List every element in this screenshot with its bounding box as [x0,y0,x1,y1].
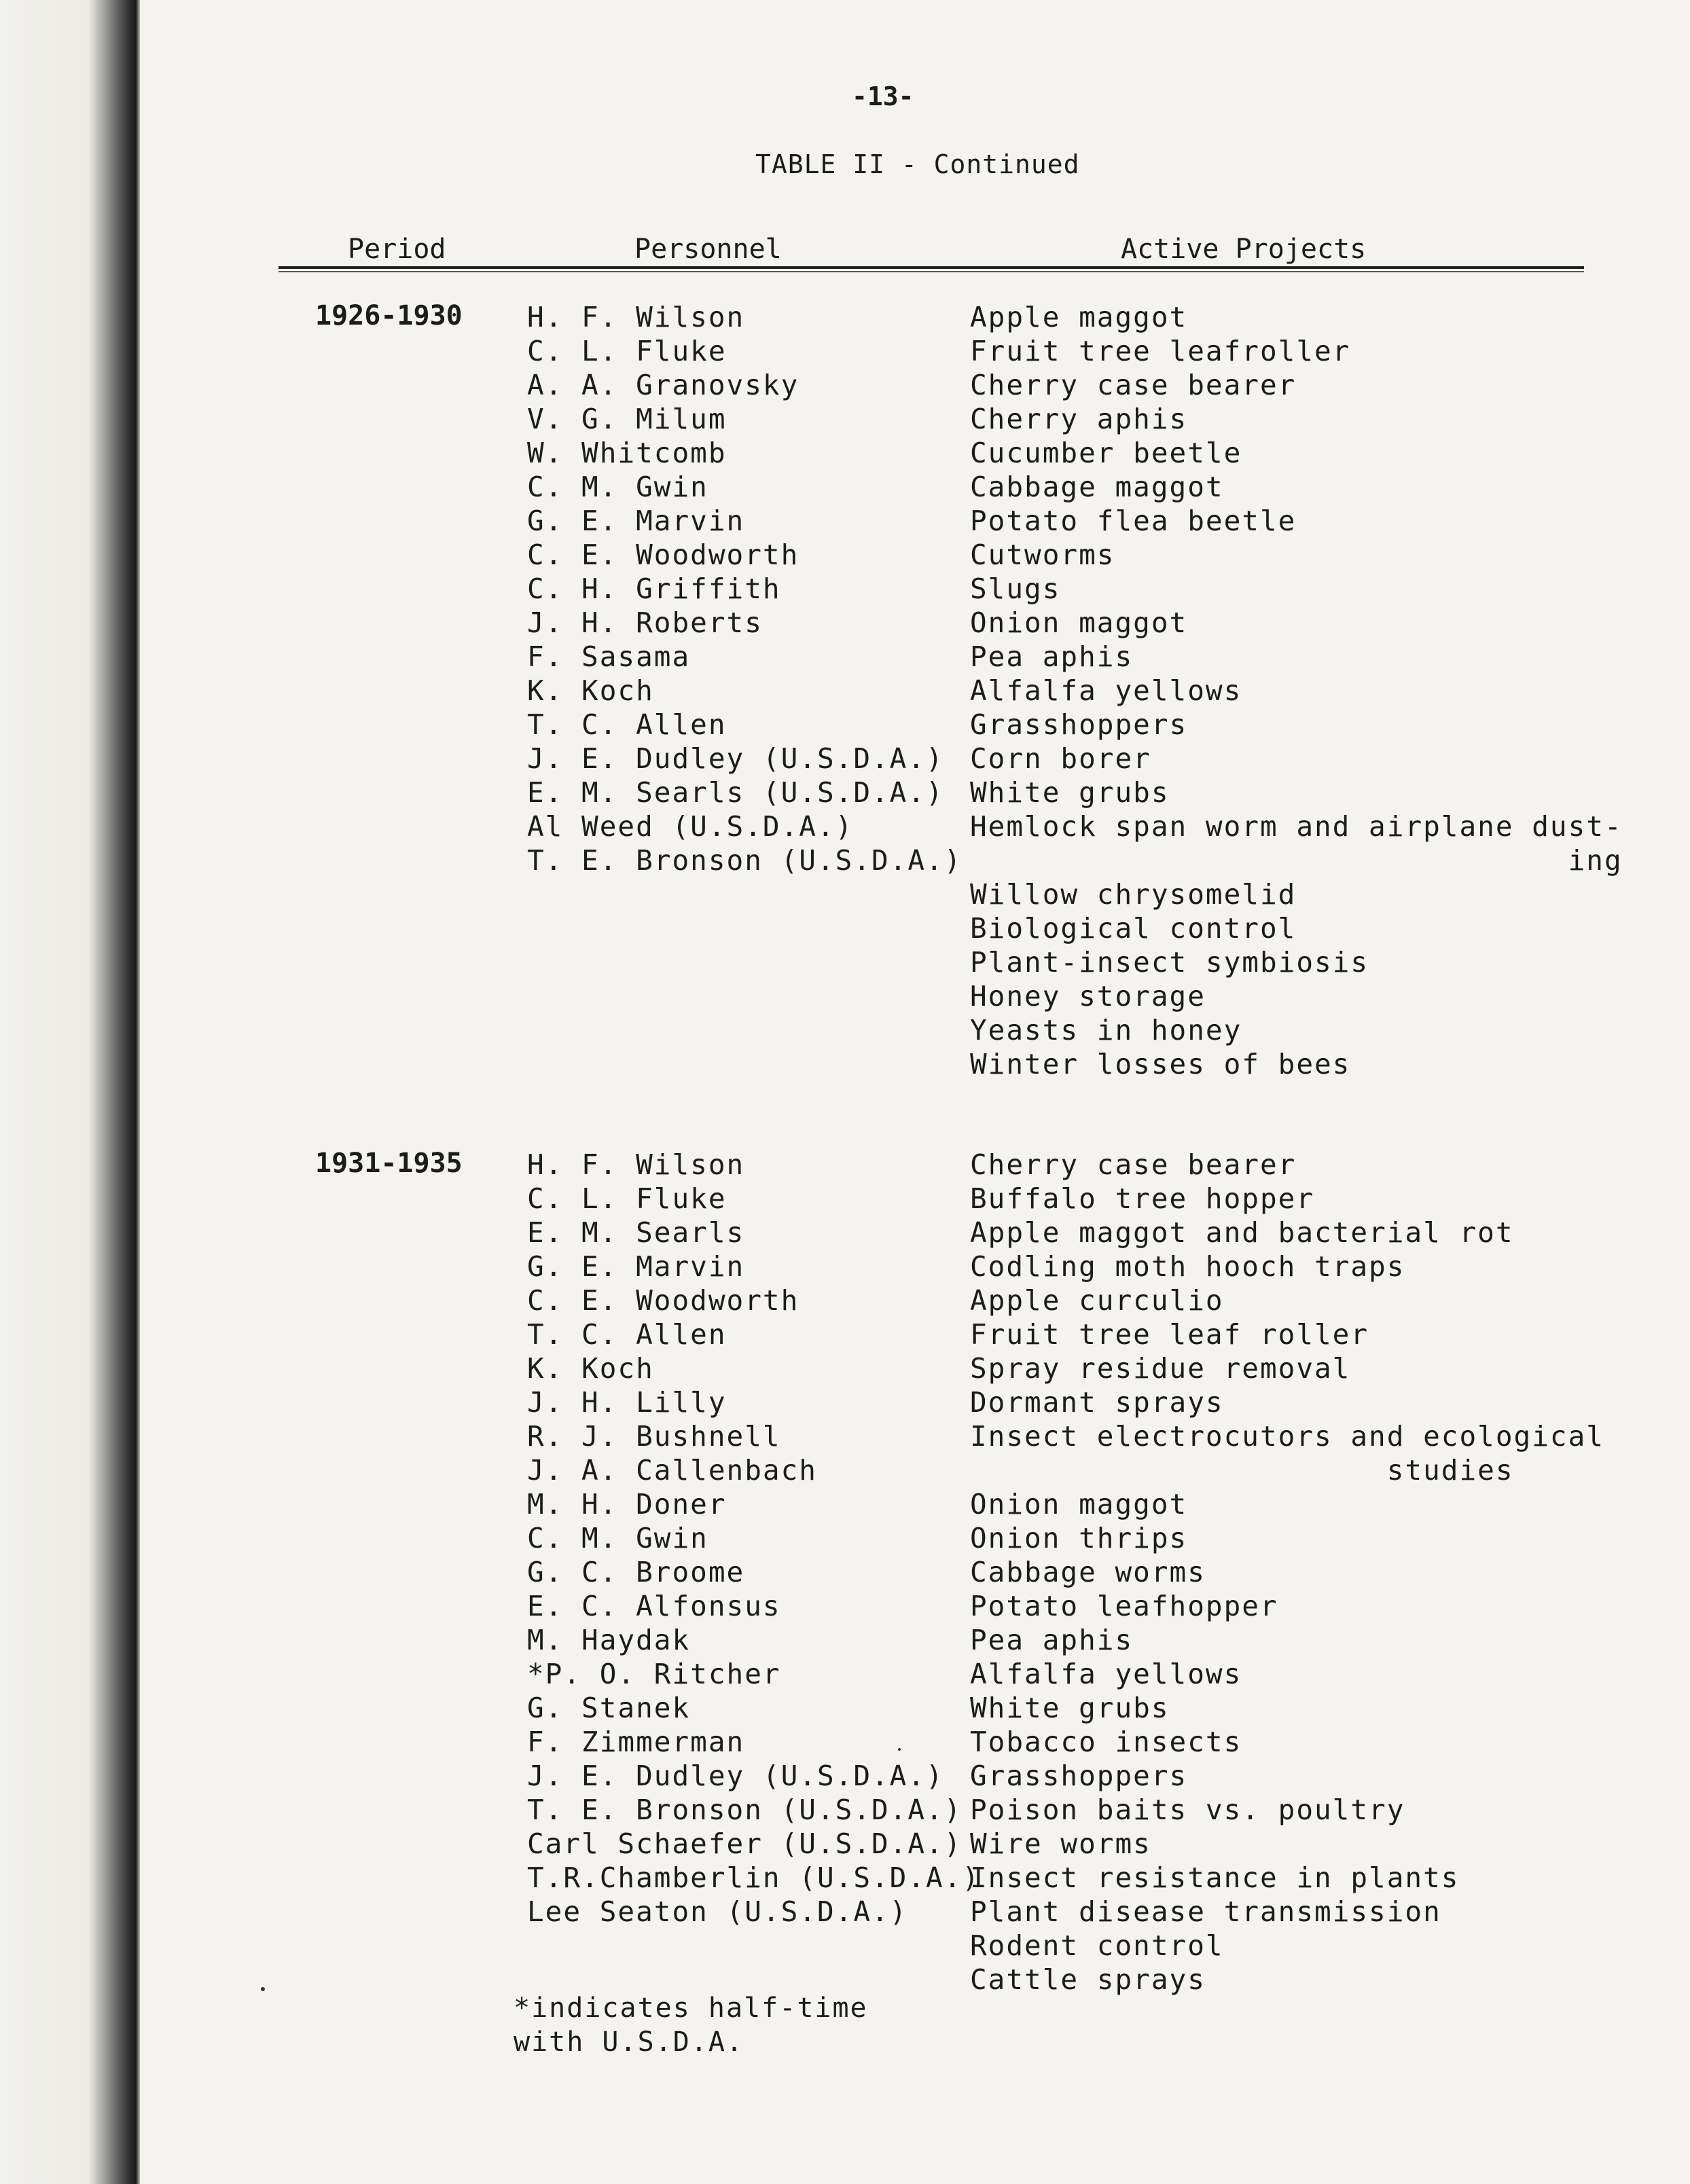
period-1931-1935: 1931-1935 [315,1148,463,1179]
project-entry: Apple curculio [970,1284,1224,1317]
project-entry: Plant disease transmission [970,1895,1441,1928]
project-entry: Cabbage worms [970,1556,1206,1588]
personnel-entry: M. Haydak [527,1624,691,1656]
personnel-entry: J. E. Dudley (U.S.D.A.) [527,742,944,775]
personnel-entry: Lee Seaton (U.S.D.A.) [527,1895,908,1928]
personnel-entry: J. H. Roberts [527,606,763,639]
personnel-entry: T. C. Allen [527,708,727,741]
personnel-entry: K. Koch [527,674,654,707]
header-rule [278,266,1584,269]
personnel-entry: C. E. Woodworth [527,539,799,571]
personnel-entry: E. C. Alfonsus [527,1590,781,1622]
project-entry: Slugs [970,572,1061,605]
project-entry: Tobacco insects [970,1726,1242,1758]
project-entry: Cutworms [970,539,1115,571]
project-entry: Fruit tree leafroller [970,335,1351,367]
projects-list-1926-1930 [970,300,1623,1081]
project-entry: Cattle sprays [970,1963,1206,1996]
header-rule-secondary [278,271,1584,272]
personnel-entry: G. Stanek [527,1692,691,1724]
projects-list-1931-1935 [970,1148,1604,1997]
personnel-entry: C. E. Woodworth [527,1284,799,1317]
table-title: TABLE II - Continued [755,149,1080,179]
project-entry: Onion maggot [970,1488,1188,1521]
project-entry: Hemlock span worm and airplane dust- [970,810,1623,843]
ink-speck [898,1748,901,1751]
personnel-entry: Carl Schaefer (U.S.D.A.) [527,1827,963,1860]
project-entry: Willow chrysomelid [970,878,1297,911]
project-entry: White grubs [970,1692,1170,1724]
personnel-entry: T. E. Bronson (U.S.D.A.) [527,844,963,877]
project-entry: Grasshoppers [970,708,1188,741]
personnel-entry: T.R.Chamberlin (U.S.D.A.) [527,1861,981,1894]
project-entry: Rodent control [970,1929,1224,1962]
footnote [514,1991,868,2059]
project-entry: ing [970,844,1623,877]
project-entry: Buffalo tree hopper [970,1182,1314,1215]
page-binding-shadow [0,0,140,2184]
personnel-entry: C. M. Gwin [527,1522,708,1554]
project-entry: Cherry case bearer [970,369,1297,401]
personnel-entry: T. C. Allen [527,1318,727,1351]
project-entry: Potato flea beetle [970,505,1297,537]
personnel-entry: H. F. Wilson [527,1148,745,1181]
footnote-line: with U.S.D.A. [514,2026,744,2058]
column-header-personnel: Personnel [634,234,782,265]
project-entry: Alfalfa yellows [970,674,1242,707]
column-header-projects: Active Projects [1121,234,1367,265]
project-entry: Poison baits vs. poultry [970,1794,1405,1826]
project-entry: White grubs [970,776,1170,809]
project-entry: Corn borer [970,742,1151,775]
project-entry: Biological control [970,912,1297,945]
project-entry: Onion thrips [970,1522,1188,1554]
project-entry: Grasshoppers [970,1760,1188,1792]
personnel-entry: V. G. Milum [527,403,727,435]
project-entry: Alfalfa yellows [970,1658,1242,1690]
personnel-entry: J. E. Dudley (U.S.D.A.) [527,1760,944,1792]
project-entry: Spray residue removal [970,1352,1351,1385]
personnel-entry: J. H. Lilly [527,1386,727,1419]
project-entry: Honey storage [970,980,1206,1013]
personnel-entry: C. M. Gwin [527,471,708,503]
personnel-entry: R. J. Bushnell [527,1420,781,1453]
project-entry: Fruit tree leaf roller [970,1318,1369,1351]
personnel-entry: H. F. Wilson [527,301,745,333]
project-entry: Yeasts in honey [970,1014,1242,1046]
project-entry: Dormant sprays [970,1386,1224,1419]
project-entry: Potato leafhopper [970,1590,1278,1622]
project-entry: Wire worms [970,1827,1151,1860]
personnel-entry: *P. O. Ritcher [527,1658,781,1690]
ink-speck [261,1987,265,1991]
personnel-entry: G. E. Marvin [527,1250,745,1283]
project-entry: Pea aphis [970,1624,1134,1656]
personnel-entry: E. M. Searls (U.S.D.A.) [527,776,944,809]
personnel-entry: E. M. Searls [527,1216,745,1249]
page-number: -13- [852,81,914,111]
personnel-list-1931-1935 [527,1148,980,1929]
project-entry: Plant-insect symbiosis [970,946,1369,979]
personnel-entry: W. Whitcomb [527,437,727,469]
personnel-entry: C. L. Fluke [527,335,727,367]
project-entry: Codling moth hooch traps [970,1250,1405,1283]
project-entry: Apple maggot and bacterial rot [970,1216,1514,1249]
personnel-entry: T. E. Bronson (U.S.D.A.) [527,1794,963,1826]
project-entry: Cabbage maggot [970,471,1224,503]
personnel-entry: M. H. Doner [527,1488,727,1521]
project-entry: Cucumber beetle [970,437,1242,469]
personnel-entry: G. C. Broome [527,1556,745,1588]
project-entry: studies [970,1454,1514,1487]
project-entry: Pea aphis [970,640,1134,673]
personnel-entry: F. Zimmerman [527,1726,745,1758]
personnel-entry: Al Weed (U.S.D.A.) [527,810,854,843]
footnote-line: *indicates half-time [514,1992,868,2024]
personnel-entry: C. H. Griffith [527,572,781,605]
personnel-entry: K. Koch [527,1352,654,1385]
project-entry: Onion maggot [970,606,1188,639]
project-entry: Insect electrocutors and ecological [970,1420,1604,1453]
project-entry: Insect resistance in plants [970,1861,1460,1894]
personnel-entry: C. L. Fluke [527,1182,727,1215]
personnel-list-1926-1930 [527,300,962,877]
personnel-entry: G. E. Marvin [527,505,745,537]
personnel-entry: J. A. Callenbach [527,1454,817,1487]
personnel-entry: F. Sasama [527,640,691,673]
project-entry: Winter losses of bees [970,1048,1351,1080]
column-header-period: Period [348,234,446,265]
project-entry: Apple maggot [970,301,1188,333]
personnel-entry: A. A. Granovsky [527,369,799,401]
period-1926-1930: 1926-1930 [315,300,463,331]
project-entry: Cherry aphis [970,403,1188,435]
project-entry: Cherry case bearer [970,1148,1297,1181]
